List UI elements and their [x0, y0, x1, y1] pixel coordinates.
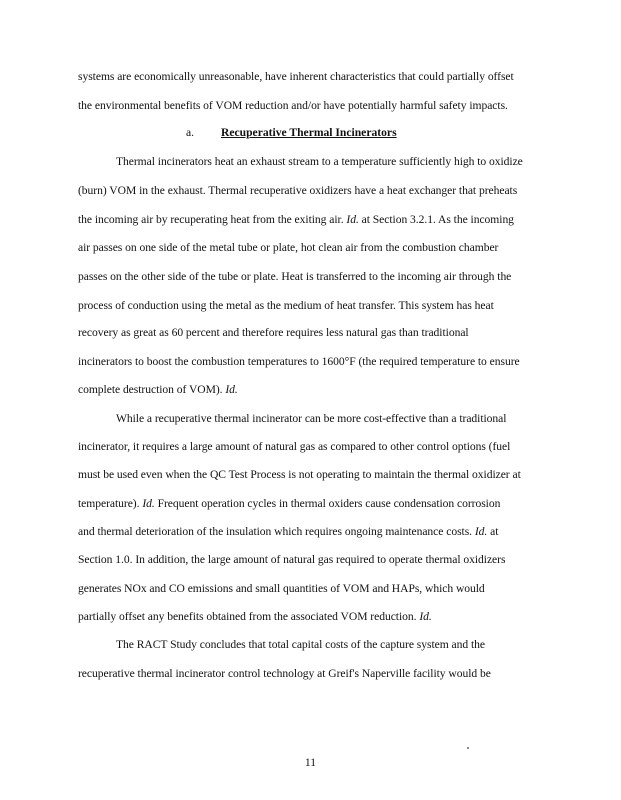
citation-id: Id. [474, 525, 488, 538]
citation-id: Id. [225, 383, 238, 396]
para1-line-8: incinerators to boost the combustion temperatures to 1600°F (the required temperature to ensure [78, 355, 520, 368]
para1-line-5: passes on the other side of the tube or plate. Heat is transferred to the incoming air through the [78, 270, 512, 283]
para1-line-3 [78, 213, 514, 227]
para1-line-9 [78, 383, 238, 397]
citation-id: Id. [419, 610, 432, 623]
para2-line-8-text-a: partially offset any benefits obtained from the associated VOM reduction. [78, 610, 420, 623]
para2-line-3: must be used even when the QC Test Process is not operating to maintain the thermal oxidizer at [78, 468, 521, 481]
para3-line-1: The RACT Study concludes that total capital costs of the capture system and the [116, 638, 486, 651]
para1-line-3-text-a: the incoming air by recuperating heat from the exiting air. [78, 213, 347, 226]
para2-line-4-text-a: temperature). [78, 497, 143, 510]
intro-line-1: systems are economically unreasonable, have inherent characteristics that could partially offset [78, 70, 514, 83]
para3-line-2: recuperative thermal incinerator control technology at Greif's Naperville facility would be [78, 667, 491, 680]
section-title: Recuperative Thermal Incinerators [221, 126, 397, 139]
citation-id: Id. [346, 213, 359, 226]
para2-line-7: generates NOx and CO emissions and small quantities of VOM and HAPs, which would [78, 582, 485, 595]
scan-speck [467, 747, 469, 749]
para2-line-1: While a recuperative thermal incinerator can be more cost-effective than a traditional [116, 412, 507, 425]
para2-line-5-text-a: and thermal deterioration of the insulation which requires ongoing maintenance costs. [78, 525, 475, 538]
para2-line-5 [78, 525, 498, 539]
citation-id: Id. [142, 497, 155, 510]
para2-line-8 [78, 610, 432, 624]
page-number: 11 [304, 756, 317, 769]
para1-line-1: Thermal incinerators heat an exhaust stream to a temperature sufficiently high to oxidize [116, 155, 523, 168]
para1-line-7: recovery as great as 60 percent and therefore requires less natural gas than traditional [78, 326, 469, 339]
para1-line-2: (burn) VOM in the exhaust. Thermal recuperative oxidizers have a heat exchanger that preheats [78, 184, 518, 197]
para2-line-4-text-b: Frequent operation cycles in thermal oxiders cause condensation corrosion [154, 497, 501, 510]
section-heading [0, 126, 621, 142]
intro-line-2: the environmental benefits of VOM reduction and/or have potentially harmful safety impacts. [78, 99, 508, 112]
para2-line-5-text-b: at [487, 525, 499, 538]
para2-line-4 [78, 497, 500, 511]
para2-line-6: Section 1.0. In addition, the large amount of natural gas required to operate thermal oxidizers [78, 553, 506, 566]
para1-line-9-text-a: complete destruction of VOM). [78, 383, 226, 396]
para1-line-3-text-b: at Section 3.2.1. As the incoming [358, 213, 514, 226]
para1-line-6: process of conduction using the metal as the medium of heat transfer. This system has heat [78, 299, 494, 312]
section-letter: a. [186, 126, 195, 139]
para1-line-4: air passes on one side of the metal tube or plate, hot clean air from the combustion chamber [78, 241, 499, 254]
para2-line-2: incinerator, it requires a large amount of natural gas as compared to other control options (fuel [78, 440, 511, 453]
